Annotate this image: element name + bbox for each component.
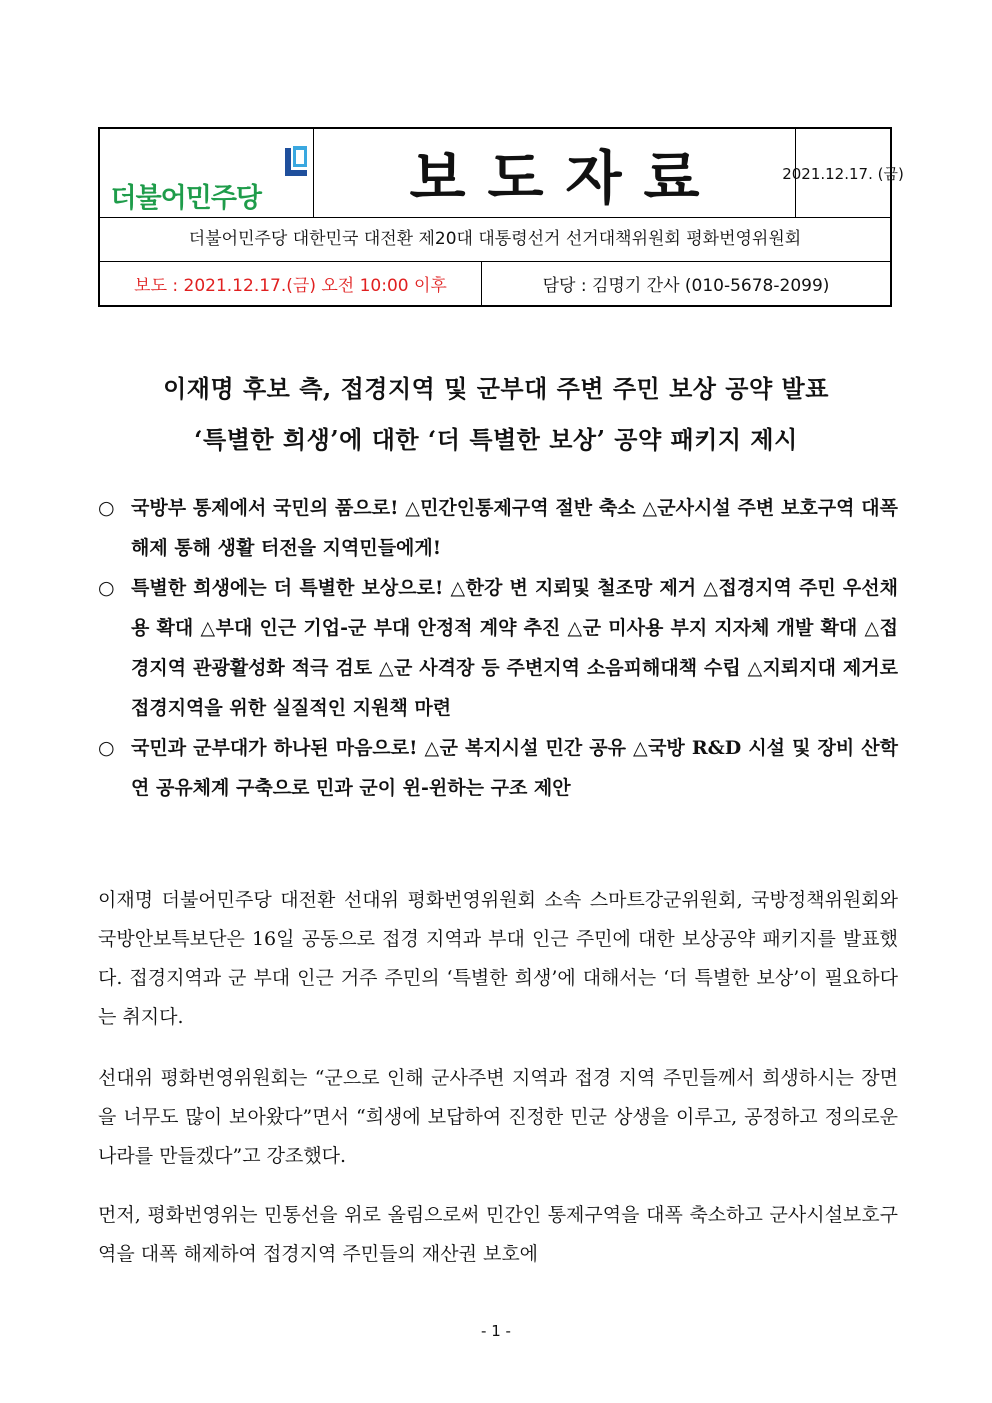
headline-sub: ‘특별한 희생’에 대한 ‘더 특별한 보상’ 공약 패키지 제시	[194, 425, 798, 454]
header-row-embargo	[100, 261, 890, 305]
summary-bullet-2	[98, 568, 898, 728]
party-logo-mark-icon	[285, 146, 307, 176]
header-row-top	[100, 129, 904, 218]
bullet-text: 국민과 군부대가 하나된 마음으로! △군 복지시설 민간 공유 △국방 R&D 시설 및 장비 산학연 공유체계 구축으로 민과 군이 윈-윈하는 구조 제안	[131, 737, 898, 799]
body-paragraph-1: 이재명 더불어민주당 대전환 선대위 평화번영위원회 소속 스마트강군위원회, 국방정책위원회와 국방안보특보단은 16일 공동으로 접경 지역과 부대 인근 주민에 대한 보상공약 패키지를 발표했다. 접경지역과 군 부대 인근 거주 주민의 ‘특별한 희생’에 대해서는 ‘더 특별한 보상’이 필요하다는 취지다.	[98, 889, 898, 1028]
logo-cell	[100, 129, 314, 217]
party-logo	[107, 138, 307, 214]
headline-main: 이재명 후보 측, 접경지역 및 군부대 주변 주민 보상 공약 발표	[163, 374, 829, 403]
party-logo-text: 더불어민주당	[110, 183, 261, 214]
body-paragraph-2: 선대위 평화번영위원회는 “군으로 인해 군사주변 지역과 접경 지역 주민들께서 희생하시는 장면을 너무도 많이 보아왔다”면서 “희생에 보답하여 진정한 민군 상생을 이루고, 공정하고 정의로운 나라를 만들겠다”고 강조했다.	[98, 1067, 898, 1167]
summary-bullets	[98, 488, 898, 808]
circle-bullet-icon: ○	[98, 737, 115, 759]
committee-name: 더불어민주당 대한민국 대전환 제20대 대통령선거 선거대책위원회 평화번영위원회	[188, 229, 802, 249]
contact-person: 담당 : 김명기 간사 (010-5678-2099)	[542, 275, 830, 296]
header-row-committee	[100, 217, 890, 262]
body-paragraph-3: 먼저, 평화번영위는 민통선을 위로 올림으로써 민간인 통제구역을 대폭 축소하고 군사시설보호구역을 대폭 해제하여 접경지역 주민들의 재산권 보호에	[98, 1204, 898, 1265]
page-number: - 1 -	[481, 1322, 511, 1340]
summary-bullet-1	[98, 488, 898, 568]
press-header-table	[98, 127, 904, 307]
circle-bullet-icon: ○	[98, 577, 115, 599]
date-cell	[782, 129, 904, 217]
embargo-time: 보도 : 2021.12.17.(금) 오전 10:00 이후	[100, 261, 482, 305]
bullet-text: 국방부 통제에서 국민의 품으로! △민간인통제구역 절반 축소 △군사시설 주변 보호구역 대폭 해제 통해 생활 터전을 지역민들에게!	[131, 497, 898, 559]
release-date: 2021.12.17. (금)	[782, 164, 904, 183]
summary-bullet-3	[98, 728, 898, 808]
bullet-text: 특별한 희생에는 더 특별한 보상으로! △한강 변 지뢰및 철조망 제거 △접경지역 주민 우선채용 확대 △부대 인근 기업-군 부대 안정적 계약 추진 △군 미사용 부지 지자체 개발 확대 △접경지역 관광활성화 적극 검토 △군 사격장 등 주변지역 소음피해대책 수립 △지뢰지대 제거로 접경지역을 위한 실질적인 지원책 마련	[131, 577, 898, 719]
press-release-title: 보도자료	[409, 144, 722, 212]
circle-bullet-icon: ○	[98, 497, 115, 519]
title-cell	[314, 129, 796, 217]
